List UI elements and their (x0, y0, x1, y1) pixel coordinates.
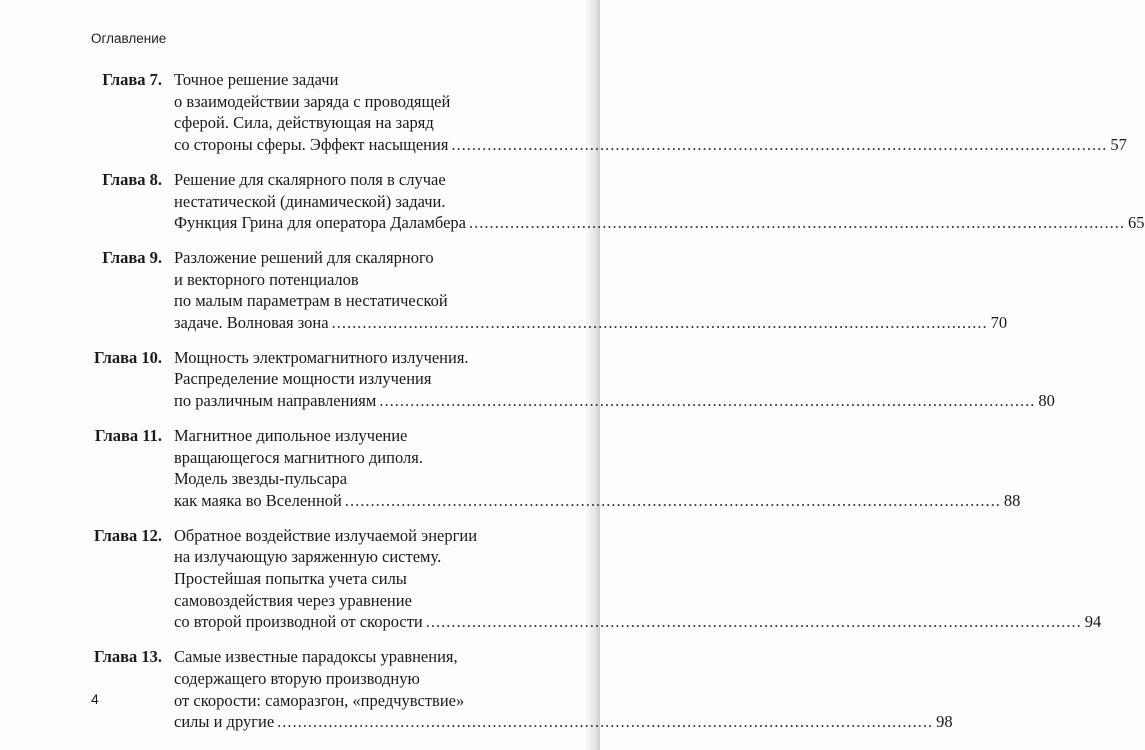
toc-entry (86, 646, 953, 733)
title-line: Разложение решений для скалярного (174, 247, 434, 267)
title-line: Функция Грина для оператора Даламбера (174, 213, 466, 233)
title-line: Обратное воздействие излучаемой энергии (174, 525, 478, 545)
title-last-line (174, 490, 1020, 512)
running-header: Оглавление (91, 31, 167, 46)
toc-entry (86, 169, 1145, 234)
title-line: от скорости: саморазгон, «предчувствие» (174, 690, 465, 710)
toc-page-number: 57 (1110, 135, 1127, 155)
chapter-label: Глава 12. (93, 525, 162, 545)
dot-leader (469, 212, 1125, 234)
chapter-label: Глава 9. (102, 247, 162, 267)
chapter-label: Глава 8. (102, 169, 162, 189)
title-line: сферой. Сила, действующая на заряд (174, 113, 434, 133)
title-line: по малым параметрам в нестатической (174, 291, 448, 311)
title-line: и векторного потенциалов (174, 269, 359, 289)
title-line: Самые известные парадоксы уравнения, (174, 647, 458, 667)
toc-page-number: 88 (1003, 490, 1021, 510)
toc-page-number: 94 (1084, 612, 1102, 632)
title-last-line (174, 212, 1145, 234)
toc-page-number: 65 (1128, 213, 1145, 233)
title-line: Магнитное дипольное излучение (174, 425, 408, 445)
chapter-title (174, 525, 1101, 634)
chapter-title (174, 247, 1007, 334)
title-line: нестатической (динамической) задачи. (174, 191, 446, 211)
title-line: Распределение мощности излучения (174, 369, 432, 389)
toc-page-number: 70 (990, 313, 1008, 333)
title-last-line (174, 711, 953, 733)
title-line: на излучающую заряженную систему. (174, 547, 442, 567)
toc-page-number: 98 (936, 712, 953, 732)
dot-leader (277, 711, 933, 733)
page-number: 4 (91, 691, 99, 707)
title-line: самовоздействия через уравнение (174, 590, 412, 610)
dot-leader (451, 134, 1107, 156)
title-line: задаче. Волновая зона (174, 313, 329, 333)
title-line: со второй производной от скорости (174, 612, 423, 632)
toc-entry (86, 425, 1021, 512)
chapter-label: Глава 10. (93, 347, 162, 367)
title-line: Модель звезды-пульсара (174, 469, 348, 489)
title-line: силы и другие (174, 712, 275, 732)
toc-entry (86, 525, 1102, 634)
dot-leader (332, 312, 988, 334)
title-line: Решение для скалярного поля в случае (174, 169, 446, 189)
toc-page-number: 80 (1038, 391, 1055, 411)
table-of-contents (86, 69, 1145, 746)
chapter-title (174, 169, 1145, 234)
chapter-label: Глава 13. (93, 647, 162, 667)
chapter-title (174, 347, 1055, 412)
title-line: Мощность электромагнитного излучения. (174, 347, 469, 367)
title-last-line (174, 390, 1055, 412)
title-line: вращающегося магнитного диполя. (174, 447, 423, 467)
dot-leader (345, 490, 1001, 512)
toc-entry (86, 247, 1008, 334)
dot-leader (426, 611, 1082, 633)
title-last-line (174, 134, 1127, 156)
title-line: о взаимодействии заряда с проводящей (174, 91, 451, 111)
title-line: содержащего вторую производную (174, 668, 420, 688)
title-line: Точное решение задачи (174, 70, 339, 89)
title-last-line (174, 611, 1101, 633)
title-last-line (174, 312, 1007, 334)
chapter-label: Глава 11. (94, 425, 162, 445)
title-line: со стороны сферы. Эффект насыщения (174, 135, 449, 155)
chapter-label: Глава 7. (102, 70, 162, 89)
title-line: Простейшая попытка учета силы (174, 569, 407, 589)
title-line: по различным направлениям (174, 391, 377, 411)
chapter-title (174, 69, 1127, 156)
toc-entry (86, 69, 1127, 156)
toc-entry (86, 347, 1055, 412)
chapter-title (174, 425, 1020, 512)
chapter-title (174, 646, 953, 733)
dot-leader (379, 390, 1035, 412)
title-line: как маяка во Вселенной (174, 490, 342, 510)
